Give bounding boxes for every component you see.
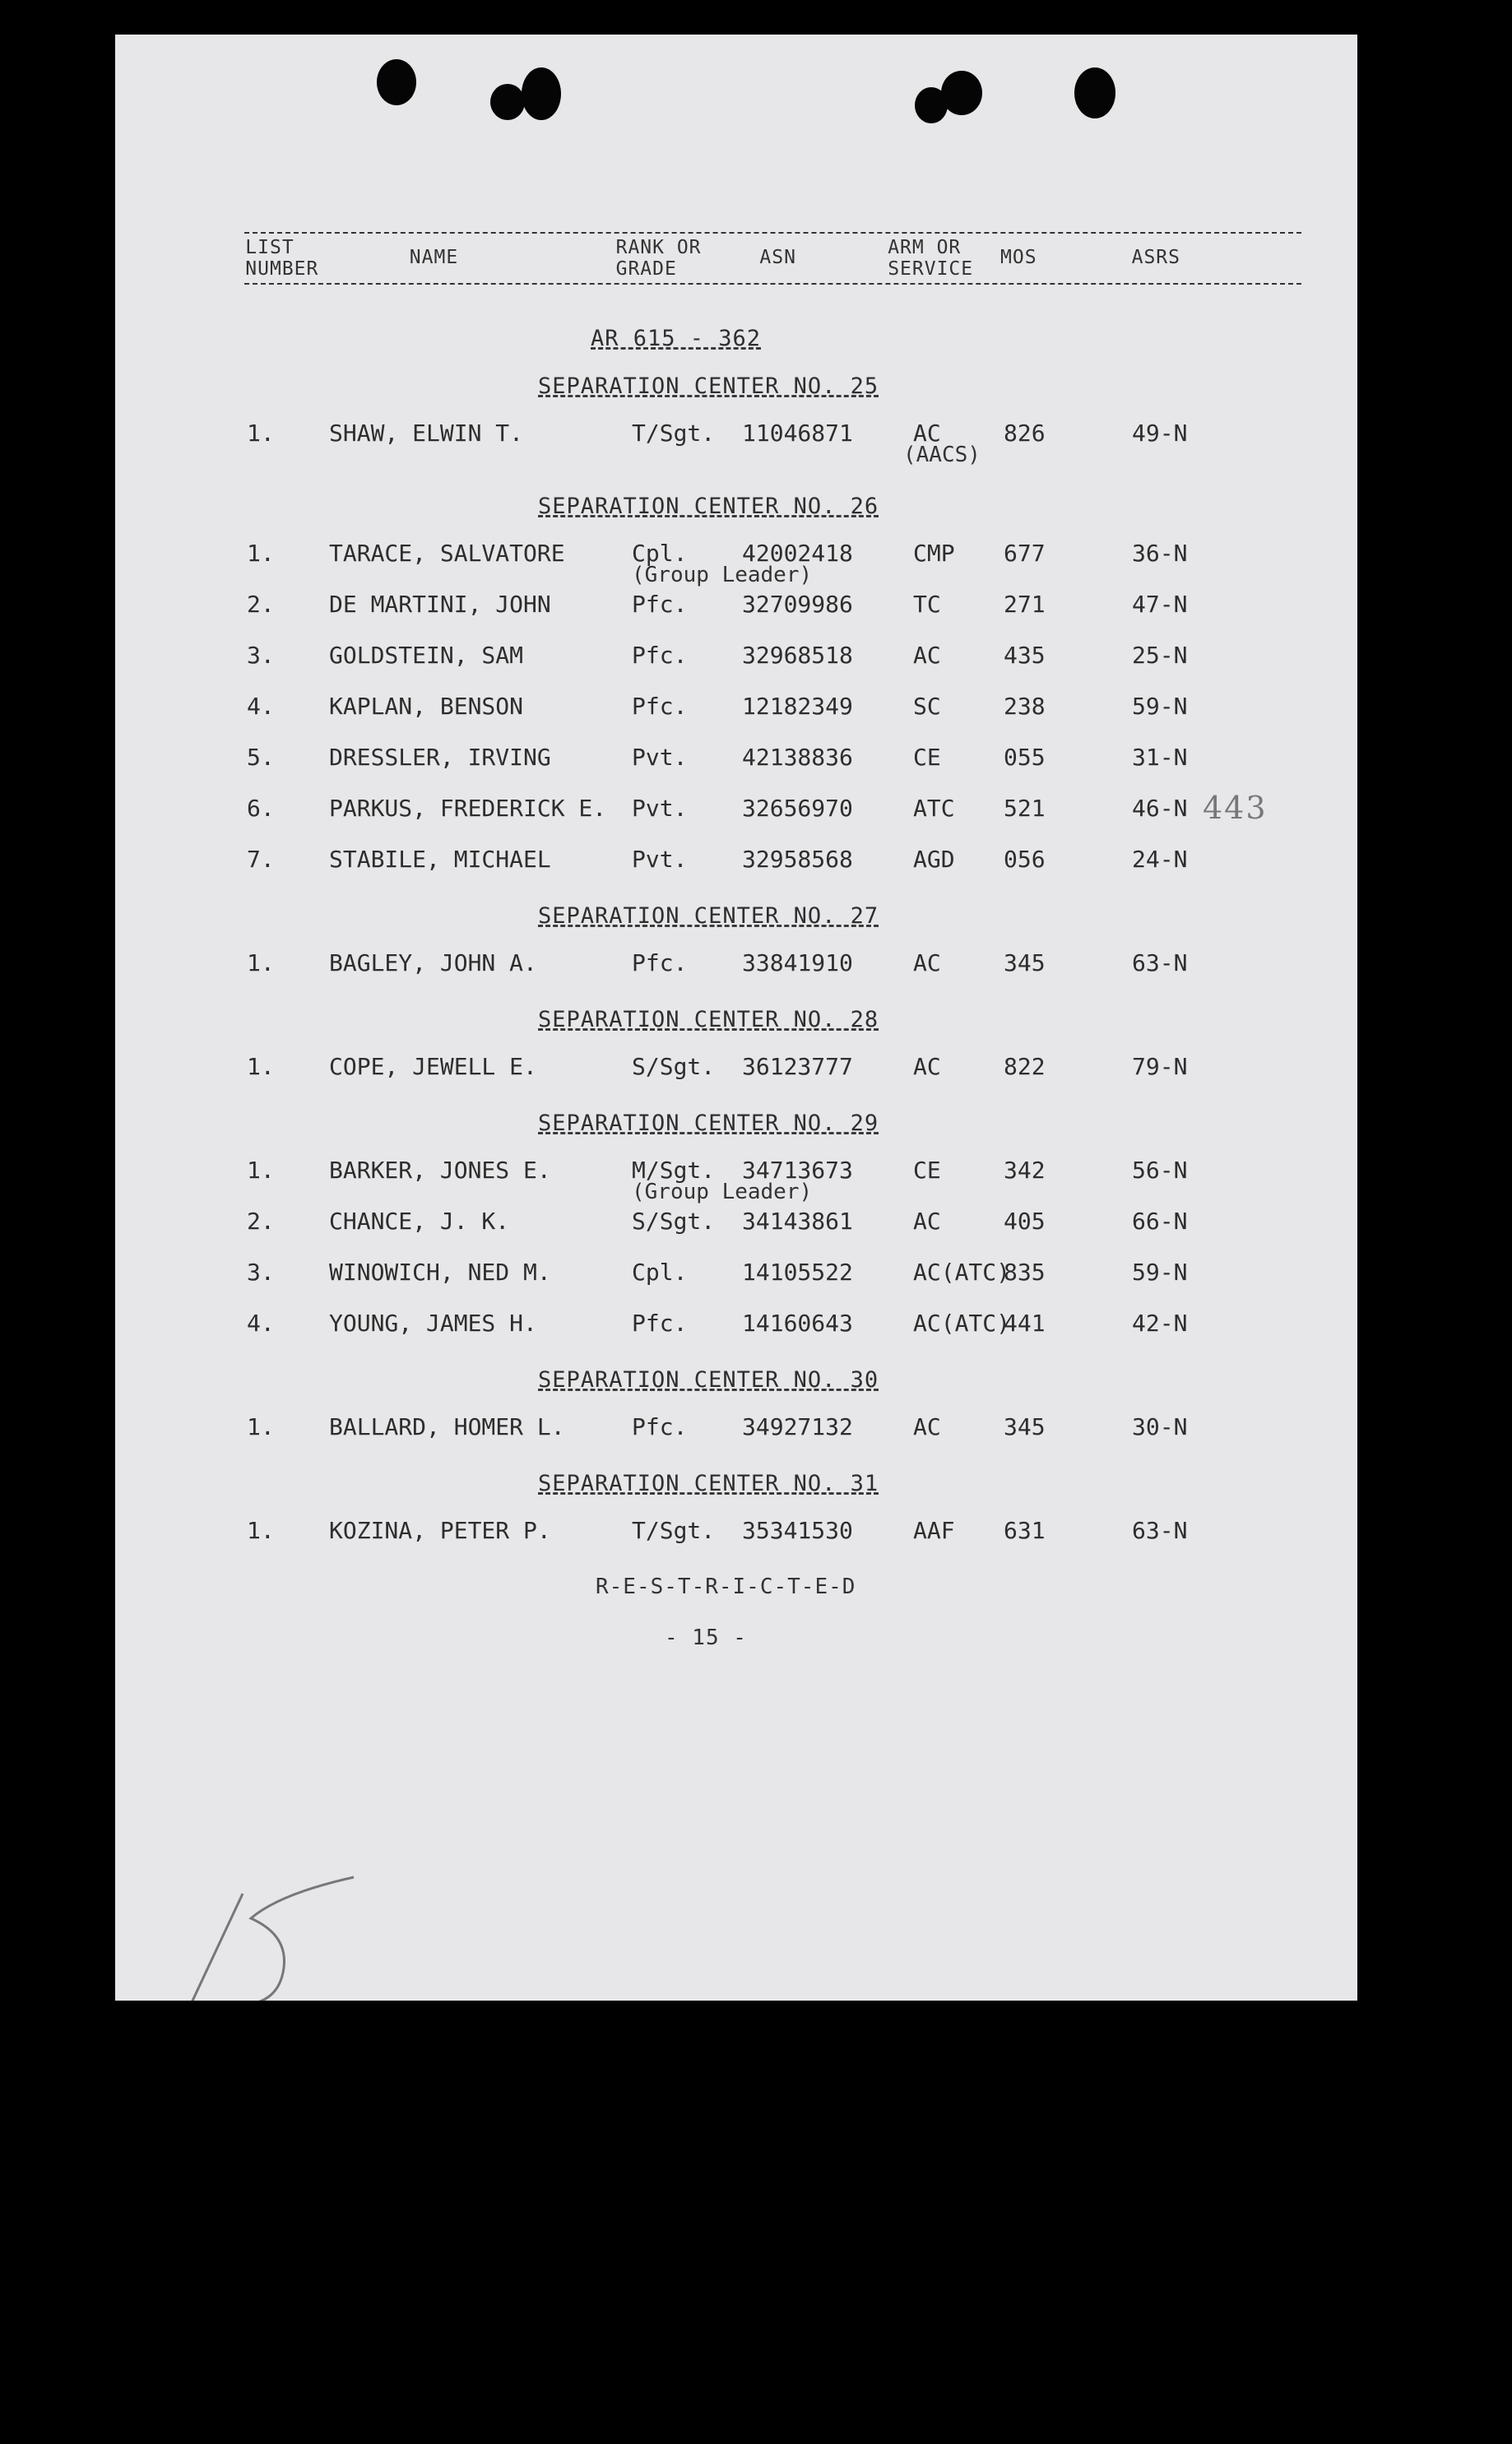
cell-arm: AC	[913, 949, 941, 976]
cell-arm: CMP	[913, 540, 955, 567]
cell-mos: 441	[1004, 1310, 1046, 1337]
cell-num: 2.	[247, 1208, 275, 1235]
cell-rank: M/Sgt.	[632, 1157, 716, 1184]
cell-rank: S/Sgt.	[632, 1208, 716, 1235]
cell-mos: 405	[1004, 1208, 1046, 1235]
cell-num: 2.	[247, 591, 275, 618]
cell-asrs: 46-N	[1132, 795, 1188, 822]
cell-num: 1.	[247, 1413, 275, 1440]
cell-num: 3.	[247, 1259, 275, 1286]
cell-name: CHANCE, J. K.	[329, 1208, 510, 1235]
header-asn: ASN	[759, 247, 796, 268]
cell-mos: 826	[1004, 420, 1046, 447]
cell-asn: 42002418	[742, 540, 853, 567]
row-note: (Group Leader)	[632, 563, 813, 587]
cell-name: COPE, JEWELL E.	[329, 1053, 537, 1080]
cell-mos: 345	[1004, 949, 1046, 976]
section-title: SEPARATION CENTER NO. 28	[538, 1007, 879, 1032]
cell-arm: TC	[913, 591, 941, 618]
list-row	[115, 1413, 1357, 1446]
cell-num: 5.	[247, 744, 275, 771]
cell-arm: ATC	[913, 795, 955, 822]
regulation-title: AR 615 - 362	[591, 326, 762, 351]
cell-rank: T/Sgt.	[632, 420, 716, 447]
cell-name: STABILE, MICHAEL	[329, 846, 551, 873]
section-title: SEPARATION CENTER NO. 29	[538, 1111, 879, 1136]
cell-asn: 12182349	[742, 693, 853, 720]
classification-marking: R-E-S-T-R-I-C-T-E-D	[596, 1574, 856, 1599]
cell-num: 1.	[247, 1157, 275, 1184]
cell-rank: Pvt.	[632, 744, 688, 771]
cell-name: KOZINA, PETER P.	[329, 1517, 551, 1544]
header-arm-service: ARM OR SERVICE	[888, 237, 974, 280]
punch-hole	[377, 59, 416, 105]
cell-name: KAPLAN, BENSON	[329, 693, 524, 720]
punch-hole	[1074, 67, 1115, 118]
section-title: SEPARATION CENTER NO. 27	[538, 903, 879, 929]
cell-arm: AAF	[913, 1517, 955, 1544]
cell-rank: Pfc.	[632, 1413, 688, 1440]
cell-rank: Cpl.	[632, 1259, 688, 1286]
cell-asn: 32709986	[742, 591, 853, 618]
section-title: SEPARATION CENTER NO. 31	[538, 1471, 879, 1496]
row-note: (AACS)	[903, 443, 981, 467]
cell-asrs: 59-N	[1132, 693, 1188, 720]
cell-asrs: 63-N	[1132, 1517, 1188, 1544]
list-row	[115, 1053, 1357, 1086]
cell-name: BAGLEY, JOHN A.	[329, 949, 537, 976]
cell-num: 4.	[247, 693, 275, 720]
cell-asrs: 36-N	[1132, 540, 1188, 567]
cell-name: DRESSLER, IRVING	[329, 744, 551, 771]
cell-asn: 32958568	[742, 846, 853, 873]
list-row	[115, 1517, 1357, 1550]
cell-num: 1.	[247, 420, 275, 447]
cell-arm: CE	[913, 1157, 941, 1184]
section-title: SEPARATION CENTER NO. 26	[538, 494, 879, 519]
cell-name: WINOWICH, NED M.	[329, 1259, 551, 1286]
cell-asn: 32968518	[742, 642, 853, 669]
header-list-number: LIST NUMBER	[245, 237, 319, 280]
list-row	[115, 1310, 1357, 1343]
list-row	[115, 642, 1357, 675]
cell-rank: T/Sgt.	[632, 1517, 716, 1544]
list-row	[115, 591, 1357, 624]
cell-name: GOLDSTEIN, SAM	[329, 642, 524, 669]
cell-asrs: 30-N	[1132, 1413, 1188, 1440]
cell-arm: AC(ATC)	[913, 1310, 1011, 1337]
header-rule-bottom	[244, 283, 1301, 285]
header-mos: MOS	[1000, 247, 1037, 268]
cell-asrs: 49-N	[1132, 420, 1188, 447]
cell-arm: AC	[913, 1413, 941, 1440]
punch-hole	[490, 84, 525, 120]
cell-asn: 14105522	[742, 1259, 853, 1286]
cell-asn: 34713673	[742, 1157, 853, 1184]
cell-asn: 11046871	[742, 420, 853, 447]
cell-name: BALLARD, HOMER L.	[329, 1413, 565, 1440]
punch-hole	[522, 67, 561, 120]
cell-asrs: 42-N	[1132, 1310, 1188, 1337]
cell-name: DE MARTINI, JOHN	[329, 591, 551, 618]
cell-mos: 521	[1004, 795, 1046, 822]
list-row	[115, 949, 1357, 982]
punch-hole	[941, 71, 982, 115]
cell-mos: 342	[1004, 1157, 1046, 1184]
cell-mos: 435	[1004, 642, 1046, 669]
cell-asn: 42138836	[742, 744, 853, 771]
cell-mos: 835	[1004, 1259, 1046, 1286]
cell-num: 3.	[247, 642, 275, 669]
cell-num: 1.	[247, 949, 275, 976]
list-row	[115, 795, 1357, 828]
cell-mos: 055	[1004, 744, 1046, 771]
side-stamp-number: 443	[1203, 790, 1268, 826]
list-row	[115, 744, 1357, 777]
cell-arm: AC(ATC)	[913, 1259, 1011, 1286]
cell-asn: 32656970	[742, 795, 853, 822]
cell-arm: SC	[913, 693, 941, 720]
section-title: SEPARATION CENTER NO. 30	[538, 1367, 879, 1393]
section-title: SEPARATION CENTER NO. 25	[538, 373, 879, 399]
cell-mos: 631	[1004, 1517, 1046, 1544]
header-asrs: ASRS	[1131, 247, 1180, 268]
cell-rank: Pfc.	[632, 1310, 688, 1337]
cell-arm: AC	[913, 642, 941, 669]
cell-rank: Pfc.	[632, 591, 688, 618]
cell-asn: 34143861	[742, 1208, 853, 1235]
cell-mos: 238	[1004, 693, 1046, 720]
cell-asn: 36123777	[742, 1053, 853, 1080]
cell-mos: 056	[1004, 846, 1046, 873]
list-row	[115, 693, 1357, 726]
cell-rank: Cpl.	[632, 540, 688, 567]
header-rule-top	[244, 232, 1301, 234]
cell-mos: 345	[1004, 1413, 1046, 1440]
cell-name: YOUNG, JAMES H.	[329, 1310, 537, 1337]
cell-name: TARACE, SALVATORE	[329, 540, 565, 567]
handwritten-mark	[165, 1861, 411, 2001]
cell-asrs: 56-N	[1132, 1157, 1188, 1184]
cell-asn: 35341530	[742, 1517, 853, 1544]
cell-rank: S/Sgt.	[632, 1053, 716, 1080]
cell-asrs: 47-N	[1132, 591, 1188, 618]
cell-name: SHAW, ELWIN T.	[329, 420, 524, 447]
cell-asn: 14160643	[742, 1310, 853, 1337]
cell-asrs: 24-N	[1132, 846, 1188, 873]
cell-asrs: 66-N	[1132, 1208, 1188, 1235]
cell-rank: Pfc.	[632, 642, 688, 669]
cell-asrs: 63-N	[1132, 949, 1188, 976]
list-row	[115, 420, 1357, 452]
cell-num: 1.	[247, 540, 275, 567]
cell-asn: 34927132	[742, 1413, 853, 1440]
cell-num: 1.	[247, 1053, 275, 1080]
header-name: NAME	[409, 247, 459, 268]
cell-num: 4.	[247, 1310, 275, 1337]
cell-asn: 33841910	[742, 949, 853, 976]
list-row	[115, 1208, 1357, 1241]
cell-mos: 677	[1004, 540, 1046, 567]
cell-mos: 271	[1004, 591, 1046, 618]
cell-name: BARKER, JONES E.	[329, 1157, 551, 1184]
header-rank-grade: RANK OR GRADE	[615, 237, 702, 280]
cell-num: 1.	[247, 1517, 275, 1544]
cell-arm: AC	[913, 420, 941, 447]
cell-rank: Pvt.	[632, 846, 688, 873]
cell-num: 6.	[247, 795, 275, 822]
cell-arm: CE	[913, 744, 941, 771]
cell-mos: 822	[1004, 1053, 1046, 1080]
cell-rank: Pfc.	[632, 693, 688, 720]
row-note: (Group Leader)	[632, 1180, 813, 1204]
cell-arm: AGD	[913, 846, 955, 873]
list-row	[115, 846, 1357, 879]
cell-asrs: 31-N	[1132, 744, 1188, 771]
cell-name: PARKUS, FREDERICK E.	[329, 795, 607, 822]
cell-asrs: 79-N	[1132, 1053, 1188, 1080]
cell-asrs: 25-N	[1132, 642, 1188, 669]
cell-num: 7.	[247, 846, 275, 873]
page-number: - 15 -	[665, 1625, 747, 1650]
list-row	[115, 1259, 1357, 1292]
cell-arm: AC	[913, 1053, 941, 1080]
document-page	[115, 35, 1357, 2001]
cell-arm: AC	[913, 1208, 941, 1235]
cell-rank: Pfc.	[632, 949, 688, 976]
cell-rank: Pvt.	[632, 795, 688, 822]
cell-asrs: 59-N	[1132, 1259, 1188, 1286]
